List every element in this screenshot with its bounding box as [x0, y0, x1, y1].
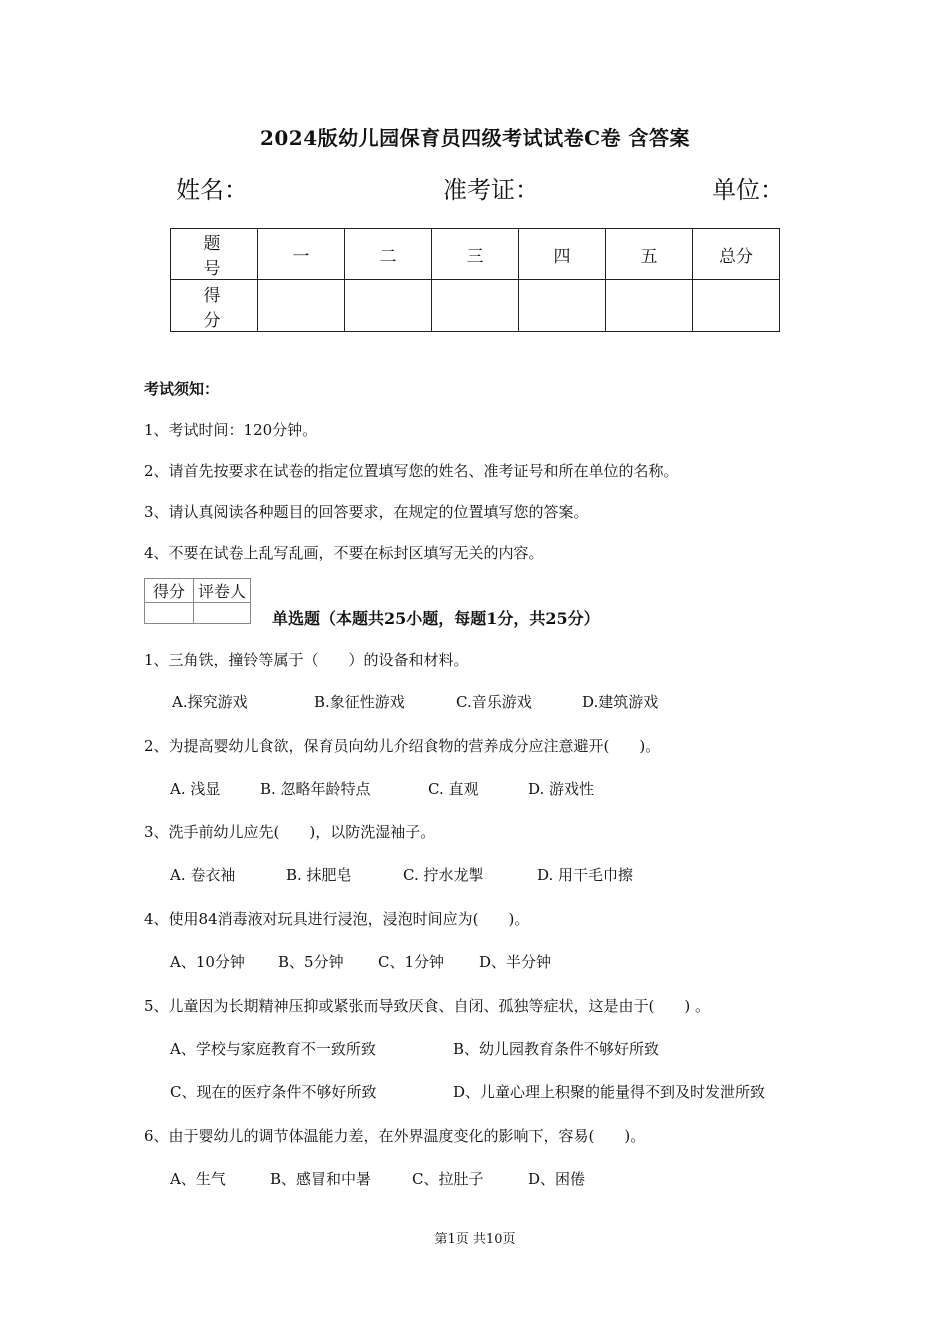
question-option: A、生气 [170, 1170, 226, 1188]
score-cell [432, 280, 519, 332]
question-text: 4、使用84消毒液对玩具进行浸泡，浸泡时间应为( )。 [144, 910, 530, 928]
question-text: 1、三角铁，撞铃等属于（ ）的设备和材料。 [144, 651, 469, 669]
name-field-label: 姓名： [176, 176, 248, 204]
score-table-header-cell: 二 [345, 229, 432, 280]
question-option: C. 直观 [428, 780, 479, 798]
question-option: B. 抹肥皂 [286, 866, 352, 884]
section-title: 单选题（本题共25小题，每题1分，共25分） [272, 609, 600, 628]
score-table-header-cell: 总分 [693, 229, 780, 280]
question-option: C. 拧水龙掣 [403, 866, 484, 884]
question-option: C、1分钟 [378, 953, 445, 971]
question-option: D. 游戏性 [528, 780, 595, 798]
question-text: 5、儿童因为长期精神压抑或紧张而导致厌食、自闭、孤独等症状，这是由于( ) 。 [144, 997, 711, 1015]
question-option: D. 用干毛巾擦 [537, 866, 634, 884]
grader-reviewer-cell [194, 603, 251, 624]
score-table-header-row [171, 229, 780, 280]
question-text: 3、洗手前幼儿应先( )，以防洗湿袖子。 [144, 823, 436, 841]
grader-score-cell [145, 603, 194, 624]
score-table [170, 228, 780, 332]
score-cell [345, 280, 432, 332]
question-option: A、10分钟 [170, 953, 245, 971]
question-text: 6、由于婴幼儿的调节体温能力差，在外界温度变化的影响下，容易( )。 [144, 1127, 646, 1145]
question-option: B、幼儿园教育条件不够好所致 [453, 1040, 660, 1058]
score-cell [693, 280, 780, 332]
score-table-header-cell: 四 [519, 229, 606, 280]
score-cell [519, 280, 606, 332]
score-table-header-cell: 三 [432, 229, 519, 280]
notice-item: 4、不要在试卷上乱写乱画，不要在标封区填写无关的内容。 [144, 544, 544, 562]
notice-item: 1、考试时间：120分钟。 [144, 421, 318, 439]
question-option: C、拉肚子 [412, 1170, 484, 1188]
question-option: C、现在的医疗条件不够好所致 [170, 1083, 377, 1101]
score-table-header-cell: 一 [258, 229, 345, 280]
question-option: A、学校与家庭教育不一致所致 [170, 1040, 376, 1058]
score-table-score-row [171, 280, 780, 332]
question-option: A. 浅显 [170, 780, 221, 798]
question-option: A.探究游戏 [172, 693, 248, 711]
notice-heading: 考试须知： [144, 380, 220, 398]
question-option: B、5分钟 [278, 953, 344, 971]
question-option: B、感冒和中暑 [270, 1170, 372, 1188]
question-option: A. 卷衣袖 [170, 866, 236, 884]
question-option: D、半分钟 [479, 953, 552, 971]
question-text: 2、为提高婴幼儿食欲，保育员向幼儿介绍食物的营养成分应注意避开( )。 [144, 737, 661, 755]
exam-id-field-label: 准考证： [443, 176, 539, 204]
grader-box [144, 578, 251, 624]
question-option: B. 忽略年龄特点 [260, 780, 371, 798]
question-option: D、困倦 [528, 1170, 586, 1188]
grader-score-label: 得分 [145, 579, 194, 603]
score-table-header-cell: 题 号 [171, 229, 258, 280]
question-option: B.象征性游戏 [314, 693, 405, 711]
score-table-header-cell: 五 [606, 229, 693, 280]
question-option: D.建筑游戏 [582, 693, 659, 711]
question-option: C.音乐游戏 [456, 693, 532, 711]
notice-item: 3、请认真阅读各种题目的回答要求，在规定的位置填写您的答案。 [144, 503, 589, 521]
unit-field-label: 单位： [712, 176, 784, 204]
question-option: D、儿童心理上积聚的能量得不到及时发泄所致 [453, 1083, 766, 1101]
score-row-label: 得 分 [171, 280, 258, 332]
page-title: 2024版幼儿园保育员四级考试试卷C卷 含答案 [259, 126, 691, 150]
notice-item: 2、请首先按要求在试卷的指定位置填写您的姓名、准考证号和所在单位的名称。 [144, 462, 679, 480]
grader-reviewer-label: 评卷人 [194, 579, 251, 603]
page-footer: 第1页 共10页 [434, 1232, 516, 1247]
score-cell [606, 280, 693, 332]
